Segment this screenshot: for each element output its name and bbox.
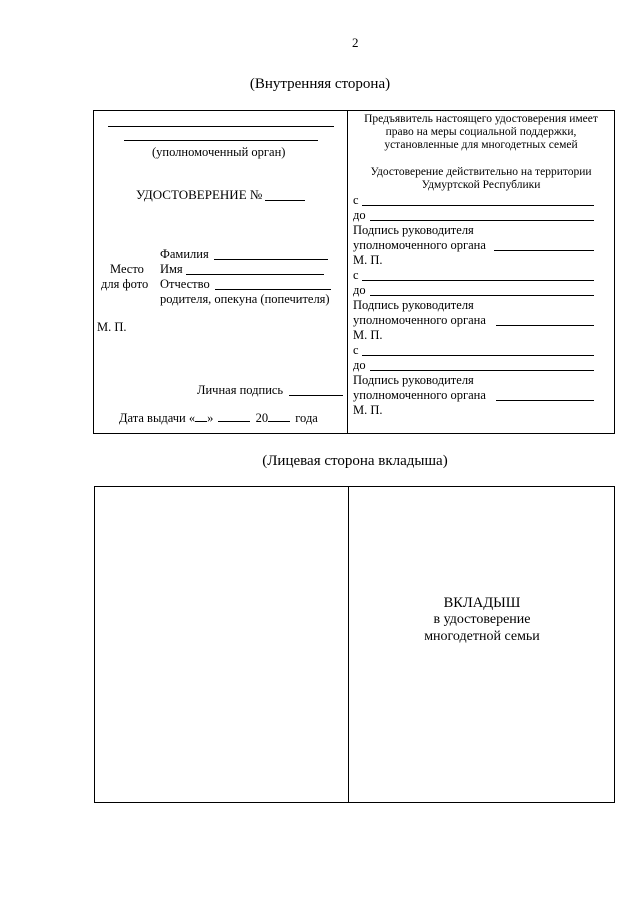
insert-line-2: в удостоверение xyxy=(433,612,531,627)
head-signature-3-line2: уполномоченного органа xyxy=(353,388,486,402)
patronymic-field xyxy=(215,289,331,290)
issue-date-month-field xyxy=(218,421,250,422)
issue-date xyxy=(119,412,318,425)
section-title-inner-side: (Внутренняя сторона) xyxy=(249,76,391,92)
insert-front-side xyxy=(94,486,615,803)
to-field-2 xyxy=(370,295,594,296)
surname-label: Фамилия xyxy=(160,247,209,261)
issue-date-century: 20 xyxy=(255,411,269,425)
head-signature-field-2 xyxy=(496,325,594,326)
head-signature-1-line1: Подпись руководителя xyxy=(353,223,474,237)
validity-line-1: Удостоверение действительно на территории xyxy=(370,166,592,178)
from-label-3: с xyxy=(353,343,359,357)
head-signature-3-line1: Подпись руководителя xyxy=(353,373,474,387)
signature-field xyxy=(289,395,343,396)
to-label-3: до xyxy=(353,358,366,372)
notice-line-3: установленные для многодетных семей xyxy=(384,139,578,151)
head-signature-field-3 xyxy=(496,400,594,401)
issue-date-day-field xyxy=(195,421,207,422)
issue-date-year-word: года xyxy=(295,411,318,425)
from-field-1 xyxy=(362,205,594,206)
authority-line-1 xyxy=(108,126,334,127)
from-label-1: с xyxy=(353,193,359,207)
from-field-3 xyxy=(362,355,594,356)
insert-center-divider xyxy=(348,486,349,803)
section-title-insert-front: (Лицевая сторона вкладыша) xyxy=(262,453,448,469)
notice-line-1: Предъявитель настоящего удостоверения имеет xyxy=(364,113,598,125)
head-signature-field-1 xyxy=(494,250,594,251)
name-label: Имя xyxy=(160,262,183,276)
patronymic-label: Отчество xyxy=(160,277,210,291)
head-signature-2-line2: уполномоченного органа xyxy=(353,313,486,327)
page-number: 2 xyxy=(352,35,359,50)
name-field xyxy=(186,274,324,275)
issue-date-quote-close: » xyxy=(207,411,214,425)
to-label-1: до xyxy=(353,208,366,222)
center-divider xyxy=(347,110,348,434)
to-field-1 xyxy=(370,220,594,221)
certificate-number-field xyxy=(265,200,305,201)
from-label-2: с xyxy=(353,268,359,282)
stamp-label-right-3: М. П. xyxy=(353,403,383,417)
insert-line-3: многодетной семьи xyxy=(424,629,540,644)
insert-title: ВКЛАДЫШ xyxy=(443,595,521,611)
certificate-title: УДОСТОВЕРЕНИЕ № xyxy=(136,187,263,202)
issue-date-label: Дата выдачи « xyxy=(119,411,196,425)
surname-field xyxy=(214,259,328,260)
issue-date-year-field xyxy=(268,421,290,422)
to-field-3 xyxy=(370,370,594,371)
authority-line-2 xyxy=(124,140,318,141)
to-label-2: до xyxy=(353,283,366,297)
photo-place-line1: Место xyxy=(110,262,144,276)
head-signature-1-line2: уполномоченного органа xyxy=(353,238,486,252)
parent-label: родителя, опекуна (попечителя) xyxy=(160,292,330,306)
stamp-label-right-1: М. П. xyxy=(353,253,383,267)
notice-line-2: право на меры социальной поддержки, xyxy=(385,126,577,138)
photo-place-line2: для фото xyxy=(101,277,149,291)
from-field-2 xyxy=(362,280,594,281)
authority-caption: (уполномоченный орган) xyxy=(152,145,286,159)
head-signature-2-line1: Подпись руководителя xyxy=(353,298,474,312)
signature-label: Личная подпись xyxy=(197,383,284,397)
validity-line-2: Удмуртской Республики xyxy=(421,179,541,191)
stamp-label-right-2: М. П. xyxy=(353,328,383,342)
stamp-label-left: М. П. xyxy=(97,320,127,334)
